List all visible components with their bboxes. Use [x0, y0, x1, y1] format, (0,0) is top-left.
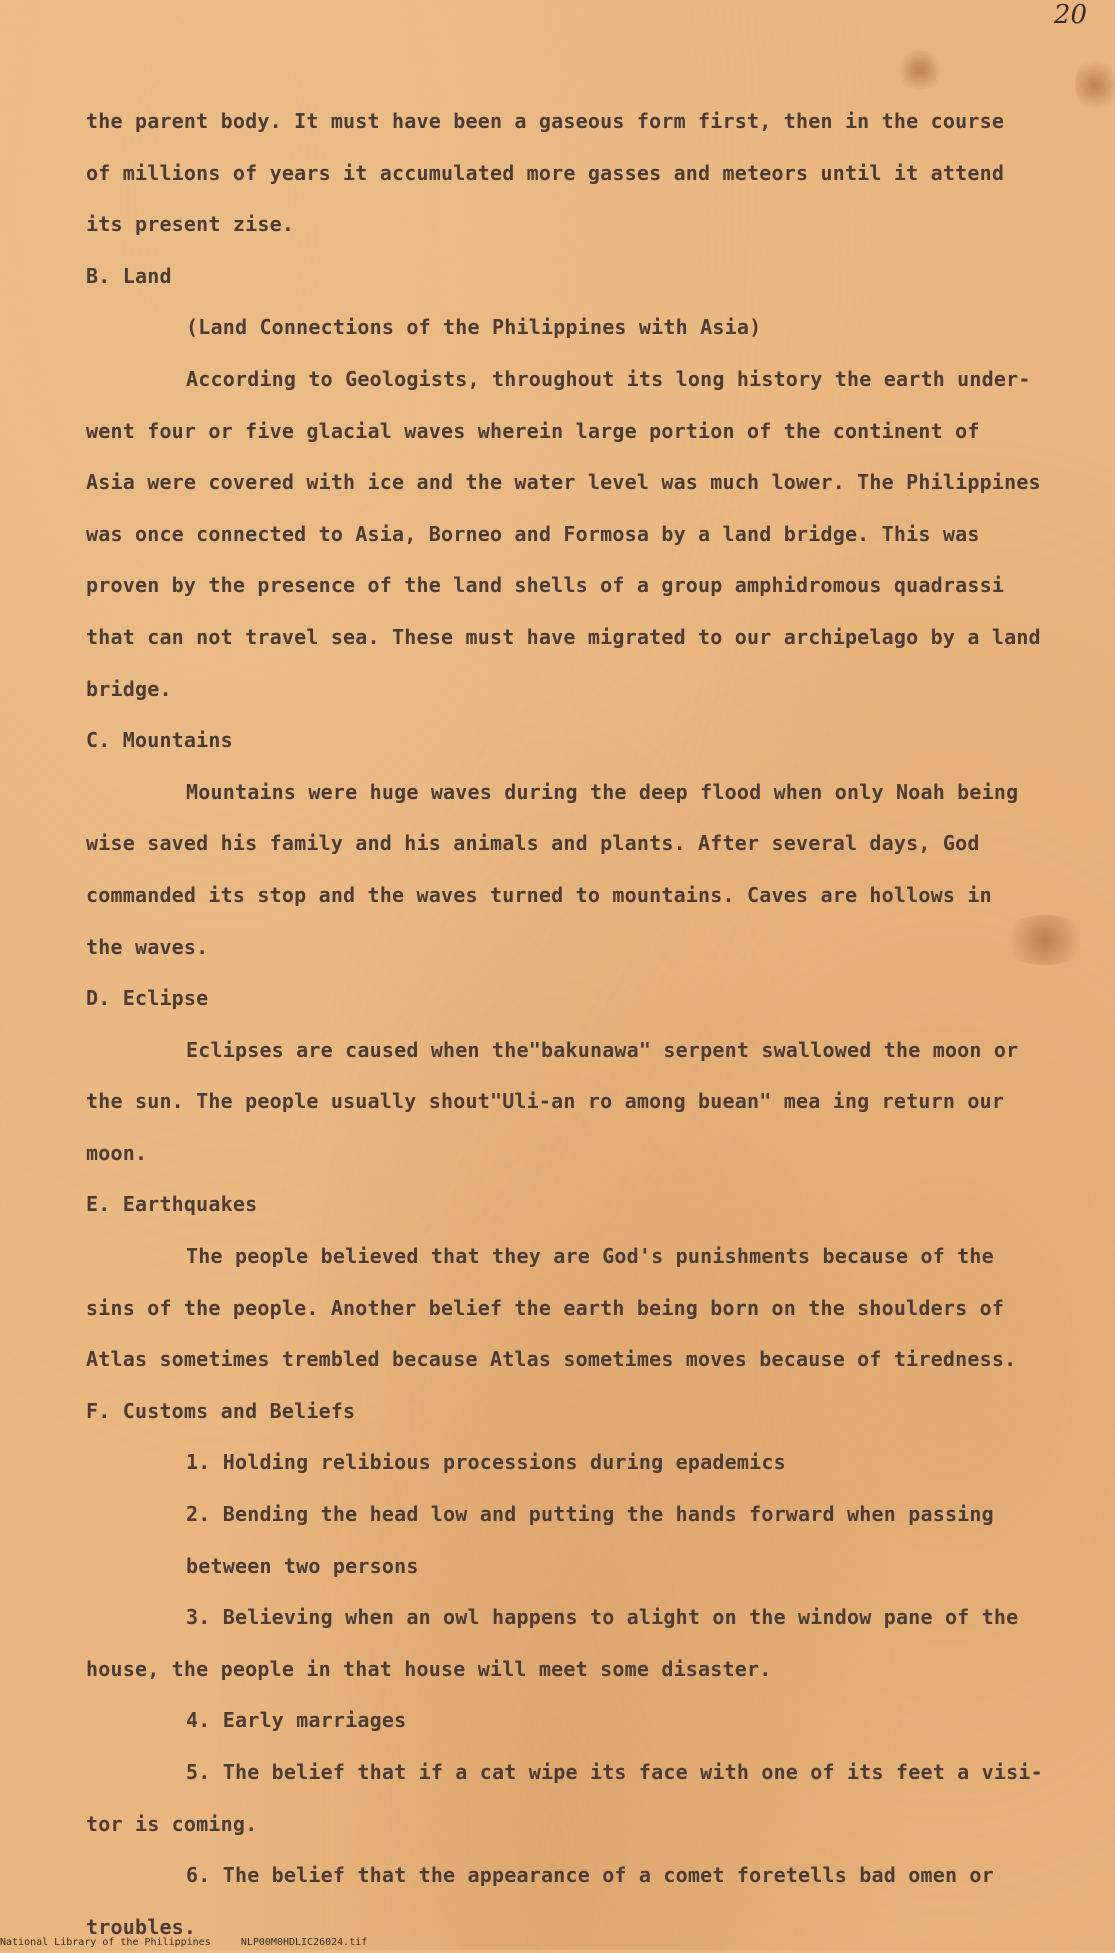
document-body [86, 96, 1086, 1953]
section-heading-mountains: C. Mountains [86, 728, 233, 753]
text-line-6: According to Geologists, throughout its long history the earth under- [186, 366, 1031, 391]
section-heading-land: B. Land [86, 263, 172, 288]
list-item-4: 4. Early marriages [186, 1708, 407, 1733]
text-line-21: moon. [86, 1140, 148, 1165]
text-line-14: Mountains were huge waves during the deep flood when only Noah being [186, 779, 1019, 804]
list-item-2: 2. Bending the head low and putting the hands forward when passing [186, 1502, 994, 1527]
text-line-10: proven by the presence of the land shells of a group amphidromous quadrassi [86, 573, 1005, 598]
text-line-2: of millions of years it accumulated more gasses and meteors until it attend [86, 160, 1005, 185]
text-line-16: commanded its stop and the waves turned to mountains. Caves are hollows in [86, 882, 992, 907]
stain-top [895, 50, 945, 90]
text-line-24: sins of the people. Another belief the earth being born on the shoulders of [86, 1295, 1005, 1320]
list-item-5-cont: tor is coming. [86, 1811, 258, 1836]
text-line-25: Atlas sometimes trembled because Atlas sometimes moves because of tiredness. [86, 1347, 1017, 1372]
section-heading-earthquakes: E. Earthquakes [86, 1192, 258, 1217]
section-heading-eclipse: D. Eclipse [86, 986, 209, 1011]
page-number: 20 [1053, 0, 1087, 30]
list-item-3-cont: house, the people in that house will meet some disaster. [86, 1656, 772, 1681]
list-item-1: 1. Holding relibious processions during epademics [186, 1450, 786, 1475]
text-line-17: the waves. [86, 934, 209, 959]
list-item-6: 6. The belief that the appearance of a comet foretells bad omen or [186, 1863, 994, 1888]
text-line-11: that can not travel sea. These must have migrated to our archipelago by a land [86, 624, 1041, 649]
text-line-7: went four or five glacial waves wherein large portion of the continent of [86, 418, 980, 443]
list-item-5: 5. The belief that if a cat wipe its face with one of its feet a visi- [186, 1760, 1043, 1784]
text-line-1: the parent body. It must have been a gaseous form first, then in the course [86, 109, 1005, 133]
text-line-20: the sun. The people usually shout"Uli-an ro among buean" mea ing return our [86, 1089, 1005, 1114]
text-line-23: The people believed that they are God's punishments because of the [186, 1244, 994, 1269]
list-item-6-cont: troubles. [86, 1914, 197, 1939]
text-line-12: bridge. [86, 676, 172, 701]
text-line-9: was once connected to Asia, Borneo and Formosa by a land bridge. This was [86, 521, 980, 546]
text-line-19: Eclipses are caused when the"bakunawa" serpent swallowed the moon or [186, 1037, 1019, 1062]
section-heading-customs: F. Customs and Beliefs [86, 1398, 356, 1423]
subheading-land-connections: (Land Connections of the Philippines with Asia) [186, 315, 762, 340]
scan-footer: National Library of the Philippines NLP00M0HDLIC26024.tif [0, 1937, 368, 1948]
text-line-3: its present zise. [86, 212, 295, 237]
list-item-2-cont: between two persons [186, 1553, 419, 1578]
list-item-3: 3. Believing when an owl happens to alight on the window pane of the [186, 1605, 1019, 1630]
text-line-15: wise saved his family and his animals and plants. After several days, God [86, 831, 980, 856]
text-line-8: Asia were covered with ice and the water level was much lower. The Philippines [86, 470, 1041, 495]
